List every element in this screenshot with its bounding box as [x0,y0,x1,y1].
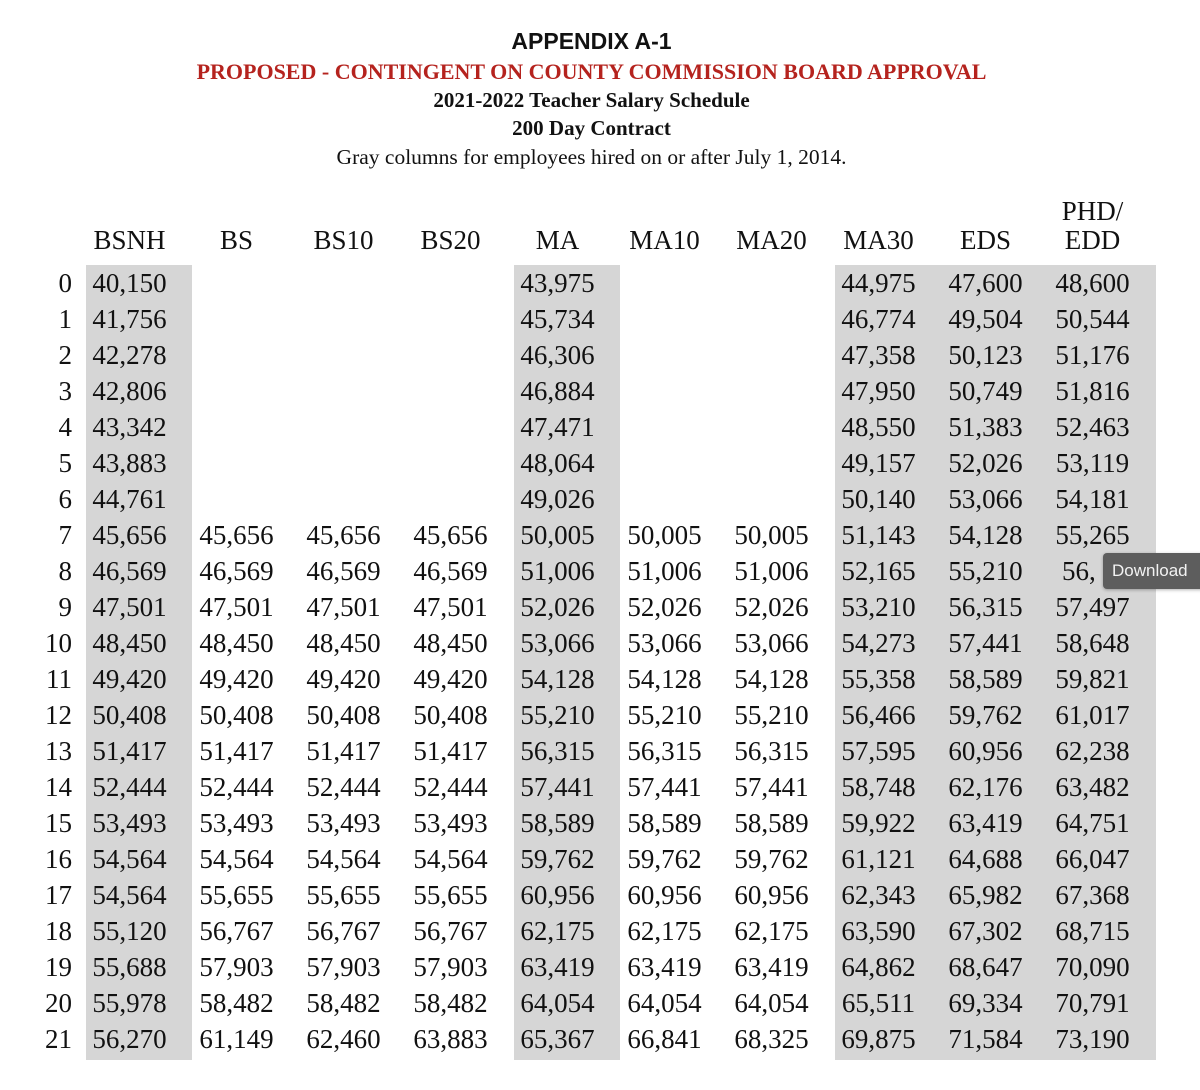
salary-cell: 65,367 [520,1024,595,1054]
step-cell: 4 [58,412,72,442]
salary-cell: 54,564 [413,844,488,874]
salary-cell [611,409,718,445]
salary-cell: 51,176 [1055,340,1130,370]
salary-cell: 70,791 [1055,988,1130,1018]
salary-cell: 62,175 [520,916,595,946]
salary-cell: 61,121 [841,844,916,874]
salary-cell: 56,315 [627,736,702,766]
salary-cell: 44,975 [841,268,916,298]
table-row [38,877,1146,913]
salary-cell: 65,982 [948,880,1023,910]
salary-cell [183,337,290,373]
salary-cell: 54,564 [199,844,274,874]
salary-cell: 60,956 [627,880,702,910]
step-cell: 16 [45,844,72,874]
salary-cell: 45,656 [199,520,274,550]
column-header-row [38,196,1146,265]
step-cell: 0 [58,268,72,298]
salary-cell: 47,358 [841,340,916,370]
salary-cell: 58,589 [734,808,809,838]
salary-cell: 55,265 [1055,520,1130,550]
step-cell: 17 [45,880,72,910]
salary-cell: 60,956 [734,880,809,910]
salary-cell [718,373,825,409]
salary-cell: 51,417 [199,736,274,766]
salary-cell: 63,419 [948,808,1023,838]
salary-cell [183,301,290,337]
salary-cell [611,445,718,481]
salary-cell: 57,903 [199,952,274,982]
salary-cell: 60,956 [520,880,595,910]
salary-cell [397,337,504,373]
salary-cell: 58,648 [1055,628,1130,658]
salary-cell [290,481,397,517]
salary-cell: 45,656 [92,520,167,550]
salary-cell: 68,647 [948,952,1023,982]
salary-cell: 64,054 [520,988,595,1018]
salary-cell [718,301,825,337]
salary-cell [611,481,718,517]
salary-cell: 52,026 [734,592,809,622]
salary-cell: 47,501 [199,592,274,622]
step-cell: 3 [58,376,72,406]
step-cell: 7 [58,520,72,550]
salary-cell: 63,482 [1055,772,1130,802]
salary-cell: 56,270 [92,1024,167,1054]
salary-cell: 58,748 [841,772,916,802]
salary-cell: 55,210 [627,700,702,730]
salary-cell: 57,595 [841,736,916,766]
salary-cell: 64,054 [734,988,809,1018]
salary-cell [718,481,825,517]
salary-cell: 56, [1062,556,1096,586]
salary-cell: 40,150 [92,268,167,298]
column-header: PHD/ EDD [1061,196,1124,255]
salary-cell: 53,066 [734,628,809,658]
column-header: MA [535,225,580,255]
salary-cell: 62,176 [948,772,1023,802]
salary-cell [183,445,290,481]
salary-cell: 55,655 [199,880,274,910]
salary-cell: 46,569 [92,556,167,586]
column-header: BS10 [313,225,374,255]
salary-cell: 58,589 [948,664,1023,694]
salary-cell: 49,504 [948,304,1023,334]
salary-cell: 58,482 [199,988,274,1018]
table-row [38,697,1146,733]
salary-cell [183,481,290,517]
salary-cell: 55,210 [734,700,809,730]
table-row [38,913,1146,949]
salary-schedule-table [38,196,1146,1057]
salary-cell: 46,569 [199,556,274,586]
salary-cell: 47,501 [92,592,167,622]
table-row [38,1021,1146,1057]
salary-cell: 67,302 [948,916,1023,946]
salary-cell: 46,884 [520,376,595,406]
salary-cell: 53,493 [413,808,488,838]
salary-cell: 56,767 [413,916,488,946]
salary-cell: 50,123 [948,340,1023,370]
salary-cell: 55,120 [92,916,167,946]
salary-cell: 51,006 [734,556,809,586]
salary-cell: 71,584 [948,1024,1023,1054]
step-cell: 8 [58,556,72,586]
salary-cell: 52,444 [413,772,488,802]
salary-cell: 50,408 [199,700,274,730]
salary-cell: 52,463 [1055,412,1130,442]
salary-cell: 52,444 [199,772,274,802]
salary-cell: 51,417 [413,736,488,766]
salary-cell: 69,875 [841,1024,916,1054]
table-row [38,805,1146,841]
appendix-title: APPENDIX A-1 [511,28,672,54]
table-row [38,373,1146,409]
salary-cell [290,445,397,481]
salary-cell: 59,762 [627,844,702,874]
gray-columns-note: Gray columns for employees hired on or after July 1, 2014. [336,145,847,169]
salary-cell: 52,026 [627,592,702,622]
salary-cell: 51,383 [948,412,1023,442]
salary-cell: 64,054 [627,988,702,1018]
salary-cell: 65,511 [841,988,916,1018]
salary-cell: 43,975 [520,268,595,298]
salary-cell: 61,017 [1055,700,1130,730]
salary-cell: 55,210 [520,700,595,730]
step-cell: 1 [58,304,72,334]
salary-cell: 45,734 [520,304,595,334]
salary-cell [397,265,504,301]
salary-cell: 52,026 [948,448,1023,478]
salary-cell [611,265,718,301]
salary-cell: 59,762 [948,700,1023,730]
salary-cell: 49,157 [841,448,916,478]
salary-cell: 55,655 [306,880,381,910]
salary-cell: 62,343 [841,880,916,910]
salary-cell: 57,441 [948,628,1023,658]
salary-cell: 54,128 [627,664,702,694]
salary-cell: 51,417 [306,736,381,766]
salary-cell: 58,482 [306,988,381,1018]
table-row [38,841,1146,877]
salary-cell: 51,143 [841,520,916,550]
salary-cell: 54,181 [1055,484,1130,514]
table-row [38,661,1146,697]
step-cell: 15 [45,808,72,838]
table-row [38,733,1146,769]
step-cell: 5 [58,448,72,478]
salary-cell: 48,550 [841,412,916,442]
column-header: MA30 [843,225,914,255]
salary-cell [397,481,504,517]
salary-cell: 56,767 [199,916,274,946]
download-button[interactable]: Download [1103,553,1200,589]
salary-cell: 68,325 [734,1024,809,1054]
schedule-title: 2021-2022 Teacher Salary Schedule [433,88,750,112]
salary-cell: 48,450 [199,628,274,658]
salary-cell: 53,210 [841,592,916,622]
step-cell: 10 [45,628,72,658]
salary-cell: 49,420 [92,664,167,694]
salary-cell: 66,047 [1055,844,1130,874]
table-row [38,265,1146,301]
salary-cell: 62,175 [627,916,702,946]
salary-cell: 50,408 [92,700,167,730]
salary-cell [290,265,397,301]
salary-rows [38,265,1146,1057]
salary-cell: 56,315 [520,736,595,766]
step-cell: 18 [45,916,72,946]
salary-cell [397,301,504,337]
salary-cell: 57,497 [1055,592,1130,622]
step-cell: 2 [58,340,72,370]
table-row [38,517,1146,553]
salary-cell: 53,493 [199,808,274,838]
salary-cell: 54,128 [520,664,595,694]
table-row [38,301,1146,337]
salary-cell: 62,460 [306,1024,381,1054]
table-row [38,985,1146,1021]
salary-cell: 47,501 [413,592,488,622]
salary-cell: 58,482 [413,988,488,1018]
salary-cell: 54,564 [92,880,167,910]
salary-cell [397,409,504,445]
salary-cell: 53,066 [520,628,595,658]
salary-cell: 42,806 [92,376,167,406]
salary-cell: 50,408 [306,700,381,730]
salary-cell: 53,493 [306,808,381,838]
table-row [38,589,1146,625]
salary-cell: 46,569 [413,556,488,586]
step-cell: 11 [46,664,72,694]
salary-cell: 63,883 [413,1024,488,1054]
salary-cell [397,445,504,481]
salary-cell: 69,334 [948,988,1023,1018]
salary-cell: 47,600 [948,268,1023,298]
salary-cell: 67,368 [1055,880,1130,910]
salary-cell: 48,450 [306,628,381,658]
salary-cell: 48,450 [413,628,488,658]
salary-cell: 50,005 [734,520,809,550]
salary-cell [718,337,825,373]
salary-cell: 51,006 [520,556,595,586]
salary-cell: 51,816 [1055,376,1130,406]
salary-cell: 50,005 [627,520,702,550]
salary-cell [397,373,504,409]
salary-cell: 44,761 [92,484,167,514]
salary-cell: 45,656 [306,520,381,550]
salary-cell: 54,564 [306,844,381,874]
step-cell: 20 [45,988,72,1018]
salary-cell: 46,774 [841,304,916,334]
salary-cell: 64,751 [1055,808,1130,838]
salary-cell: 59,821 [1055,664,1130,694]
salary-cell [611,301,718,337]
salary-cell: 50,544 [1055,304,1130,334]
salary-cell: 56,767 [306,916,381,946]
salary-cell [290,409,397,445]
salary-cell: 60,956 [948,736,1023,766]
salary-cell: 57,441 [627,772,702,802]
table-row [38,553,1146,589]
salary-cell: 41,756 [92,304,167,334]
salary-cell: 47,471 [520,412,595,442]
salary-cell: 56,466 [841,700,916,730]
salary-cell: 42,278 [92,340,167,370]
salary-cell: 55,655 [413,880,488,910]
salary-cell: 48,450 [92,628,167,658]
salary-cell: 57,441 [734,772,809,802]
salary-cell: 48,600 [1055,268,1130,298]
salary-cell: 55,358 [841,664,916,694]
salary-cell: 53,119 [1055,448,1130,478]
step-cell: 6 [58,484,72,514]
salary-cell: 46,306 [520,340,595,370]
salary-cell: 43,342 [92,412,167,442]
column-header: EDS [959,225,1011,255]
salary-cell: 51,417 [92,736,167,766]
salary-cell: 49,026 [520,484,595,514]
salary-cell: 54,273 [841,628,916,658]
table-row [38,769,1146,805]
table-row [38,481,1146,517]
salary-cell: 53,493 [92,808,167,838]
salary-cell: 50,749 [948,376,1023,406]
salary-cell: 66,841 [627,1024,702,1054]
column-header: BS20 [420,225,481,255]
salary-cell: 50,140 [841,484,916,514]
salary-cell: 59,762 [520,844,595,874]
salary-cell [718,445,825,481]
salary-cell: 73,190 [1055,1024,1130,1054]
salary-cell: 64,688 [948,844,1023,874]
table-row [38,949,1146,985]
salary-cell: 61,149 [199,1024,274,1054]
step-column-header [38,196,76,265]
column-header: MA10 [629,225,700,255]
salary-cell: 51,006 [627,556,702,586]
salary-cell: 58,589 [520,808,595,838]
salary-cell [183,265,290,301]
salary-cell [611,337,718,373]
salary-cell [290,373,397,409]
salary-cell: 53,066 [627,628,702,658]
table-row [38,337,1146,373]
salary-cell: 43,883 [92,448,167,478]
salary-cell: 52,165 [841,556,916,586]
salary-cell: 55,210 [948,556,1023,586]
salary-cell [183,409,290,445]
column-header: BSNH [93,225,166,255]
salary-cell [611,373,718,409]
table-row [38,409,1146,445]
salary-cell: 52,444 [306,772,381,802]
salary-cell: 70,090 [1055,952,1130,982]
salary-cell: 55,688 [92,952,167,982]
contract-title: 200 Day Contract [512,116,671,140]
salary-cell: 57,441 [520,772,595,802]
salary-cell [718,265,825,301]
step-cell: 19 [45,952,72,982]
approval-notice: PROPOSED - CONTINGENT ON COUNTY COMMISSION BOARD APPROVAL [196,59,987,84]
salary-cell [718,409,825,445]
salary-cell: 49,420 [306,664,381,694]
salary-cell: 56,315 [734,736,809,766]
salary-cell: 58,589 [627,808,702,838]
salary-cell: 56,315 [948,592,1023,622]
salary-cell: 54,128 [734,664,809,694]
salary-cell: 47,950 [841,376,916,406]
salary-cell: 57,903 [413,952,488,982]
salary-cell: 59,922 [841,808,916,838]
salary-cell [290,301,397,337]
column-header: MA20 [736,225,807,255]
salary-cell [183,373,290,409]
salary-cell: 62,175 [734,916,809,946]
salary-cell: 54,564 [92,844,167,874]
salary-cell: 49,420 [199,664,274,694]
salary-cell: 68,715 [1055,916,1130,946]
salary-cell: 53,066 [948,484,1023,514]
salary-cell: 64,862 [841,952,916,982]
salary-cell [290,337,397,373]
salary-cell: 63,419 [627,952,702,982]
table-row [38,445,1146,481]
salary-cell: 63,419 [734,952,809,982]
salary-cell: 59,762 [734,844,809,874]
salary-cell: 63,590 [841,916,916,946]
salary-cell: 63,419 [520,952,595,982]
salary-cell: 54,128 [948,520,1023,550]
table-row [38,625,1146,661]
salary-cell: 50,408 [413,700,488,730]
step-cell: 21 [45,1024,72,1054]
salary-cell: 48,064 [520,448,595,478]
salary-cell: 50,005 [520,520,595,550]
salary-cell: 47,501 [306,592,381,622]
salary-cell: 49,420 [413,664,488,694]
step-cell: 13 [45,736,72,766]
column-header: BS [219,225,254,255]
salary-cell: 52,444 [92,772,167,802]
salary-cell: 62,238 [1055,736,1130,766]
salary-cell: 55,978 [92,988,167,1018]
salary-cell: 45,656 [413,520,488,550]
step-cell: 12 [45,700,72,730]
step-cell: 9 [58,592,72,622]
salary-cell: 57,903 [306,952,381,982]
salary-cell: 46,569 [306,556,381,586]
salary-cell: 52,026 [520,592,595,622]
step-cell: 14 [45,772,72,802]
